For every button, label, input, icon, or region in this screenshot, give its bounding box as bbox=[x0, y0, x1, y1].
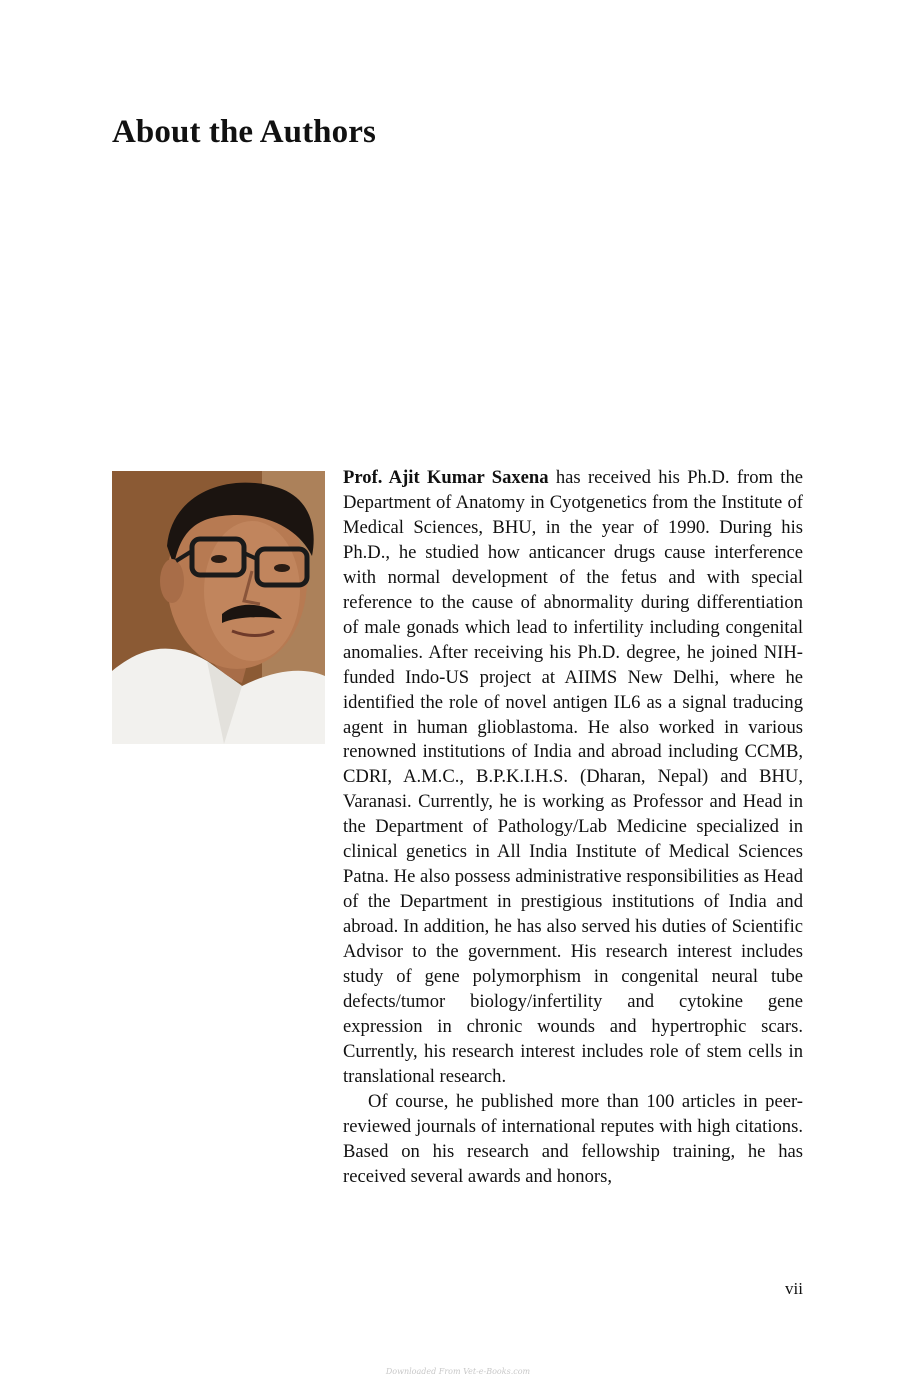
page-title: About the Authors bbox=[112, 114, 376, 150]
author-photo bbox=[112, 471, 325, 744]
author-bio bbox=[343, 466, 803, 1190]
author-name: Prof. Ajit Kumar Saxena bbox=[343, 467, 549, 488]
bio-paragraph-1-text: has received his Ph.D. from the Department of Anatomy in Cyotgenetics from the Institute of Medical Sciences, BHU, in the year of 1990. During his Ph.D., he studied how anticancer drugs cause interference with normal development of the fetus and with special reference to the cause of abnormality during differentiation of male gonads which lead to infertility including congenital anomalies. After receiving his Ph.D. degree, he joined NIH-funded Indo-US project at AIIMS New Delhi, where he identified the role of novel antigen IL6 as a signal traducing agent in human glioblastoma. He also worked in various renowned institutions of India and abroad including CCMB, CDRI, A.M.C., B.P.K.I.H.S. (Dharan, Nepal) and BHU, Varanasi. Currently, he is working as Professor and Head in the Department of Pathology/Lab Medicine specialized in clinical genetics in All India Institute of Medical Sciences Patna. He also possess administrative responsibilities as Head of the Department in prestigious institutions of India and abroad. In addition, he has also served his duties of Scientific Advisor to the government. His research interest includes study of gene polymorphism in congenital neural tube defects/tumor biology/infertility and cytokine gene expression in chronic wounds and hypertrophic scars. Currently, his research interest includes role of stem cells in translational research. bbox=[343, 467, 804, 1087]
page-number: vii bbox=[785, 1279, 803, 1298]
bio-paragraph-2: Of course, he published more than 100 articles in peer-reviewed journals of international reputes with high citations. Based on his research and fellowship training, he has received several awards and honors, bbox=[343, 1090, 803, 1187]
bio-paragraph-1 bbox=[343, 466, 803, 1090]
watermark: Downloaded From Vet-e-Books.com bbox=[385, 1367, 531, 1376]
